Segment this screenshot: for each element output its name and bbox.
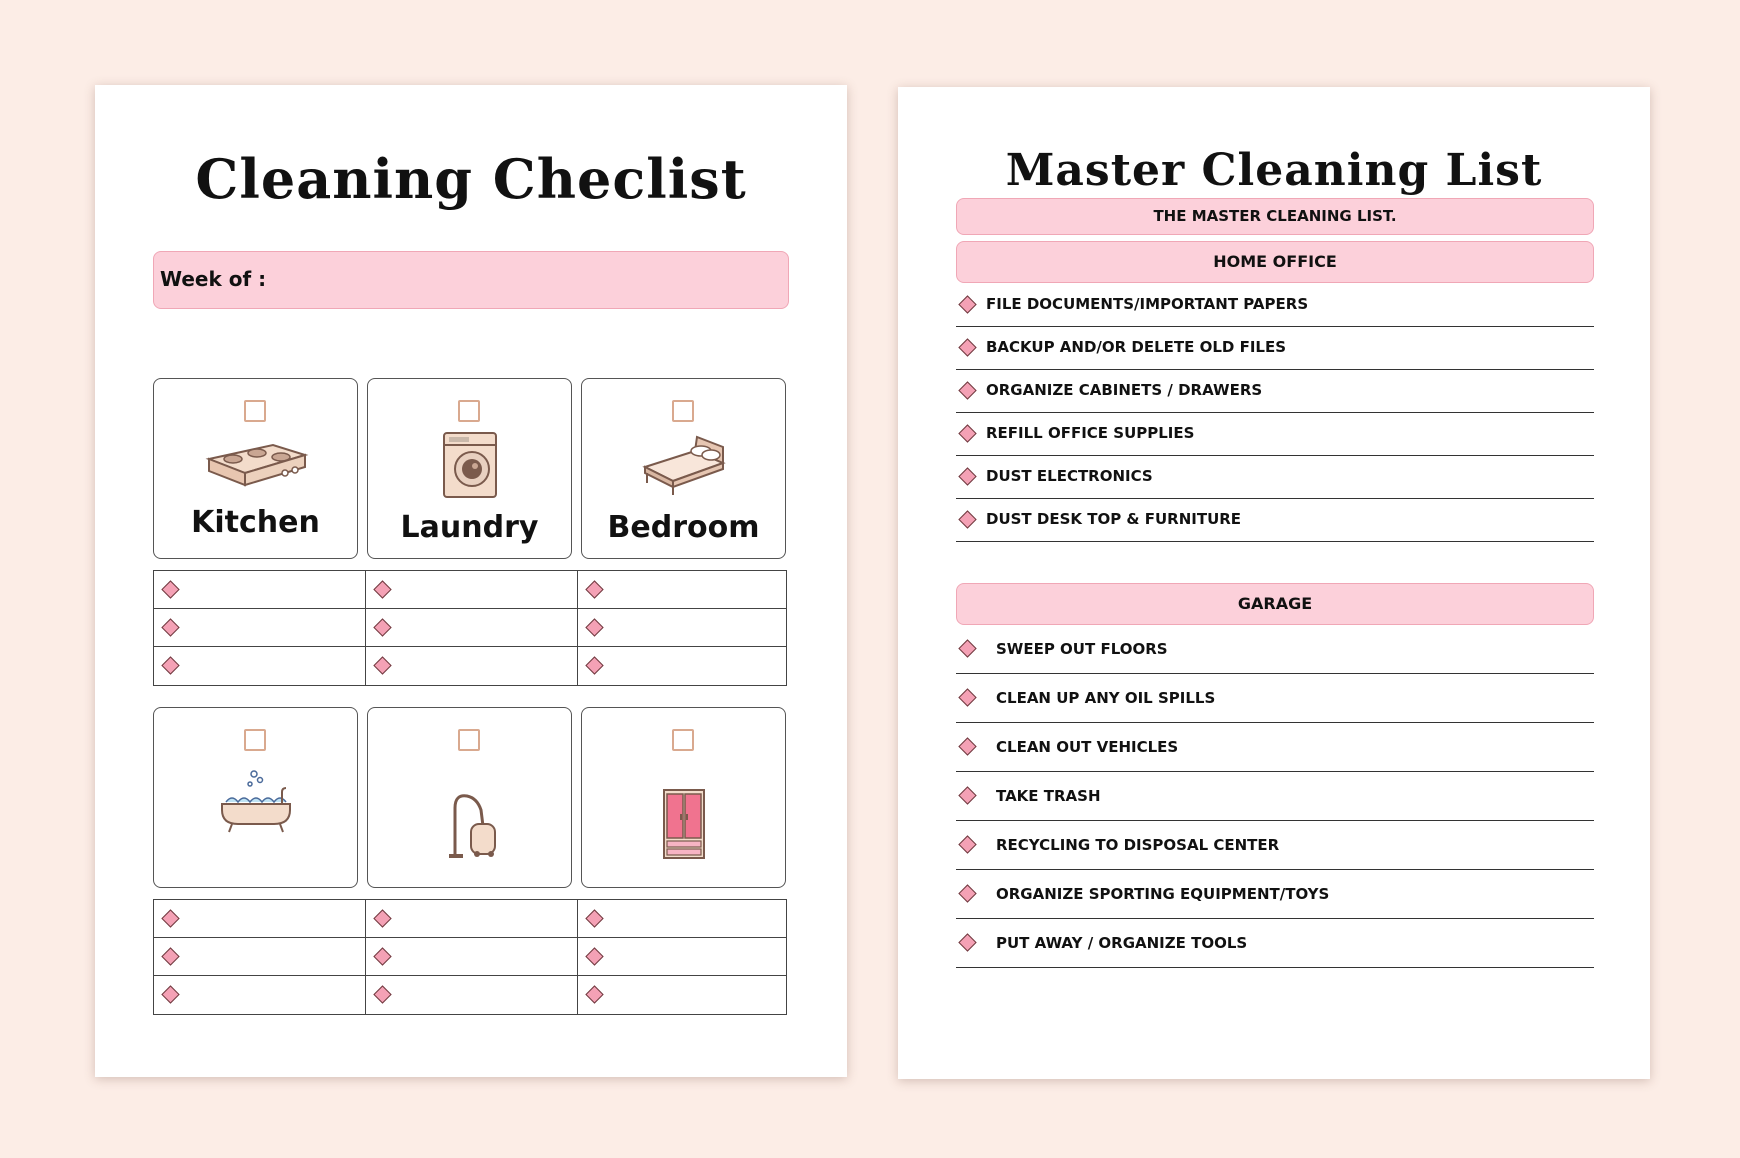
task-cell[interactable] xyxy=(366,938,578,976)
diamond-bullet-icon xyxy=(585,580,603,598)
diamond-bullet-icon xyxy=(373,656,391,674)
diamond-bullet-icon xyxy=(161,985,179,1003)
room-checkbox[interactable] xyxy=(244,400,266,422)
vacuum-cleaner-icon xyxy=(368,786,571,861)
task-cell[interactable] xyxy=(154,647,366,685)
list-item[interactable] xyxy=(956,284,1594,327)
diamond-bullet-icon xyxy=(958,467,976,485)
task-cell[interactable] xyxy=(366,976,578,1014)
section-heading-garage: GARAGE xyxy=(956,583,1594,625)
list-item-text: CLEAN UP ANY OIL SPILLS xyxy=(996,689,1216,707)
page-title: Cleaning Checlist xyxy=(195,147,747,211)
room-checkbox[interactable] xyxy=(458,729,480,751)
list-item[interactable] xyxy=(956,723,1594,772)
task-cell[interactable] xyxy=(578,900,786,938)
stove-icon xyxy=(154,429,357,504)
list-item[interactable] xyxy=(956,627,1594,674)
task-cell[interactable] xyxy=(366,571,578,609)
list-item-text: FILE DOCUMENTS/IMPORTANT PAPERS xyxy=(986,295,1309,313)
diamond-bullet-icon xyxy=(373,580,391,598)
list-item[interactable] xyxy=(956,327,1594,370)
room-card-living xyxy=(367,707,572,888)
diamond-bullet-icon xyxy=(373,947,391,965)
diamond-bullet-icon xyxy=(585,947,603,965)
diamond-bullet-icon xyxy=(161,947,179,965)
task-cell[interactable] xyxy=(154,609,366,647)
room-label: Laundry xyxy=(400,510,539,545)
list-item-text: DUST ELECTRONICS xyxy=(986,467,1153,485)
list-banner: THE MASTER CLEANING LIST. xyxy=(956,198,1594,235)
diamond-bullet-icon xyxy=(958,381,976,399)
diamond-bullet-icon xyxy=(958,933,976,951)
list-item-text: TAKE TRASH xyxy=(996,787,1101,805)
task-cell[interactable] xyxy=(154,571,366,609)
room-checkbox[interactable] xyxy=(458,400,480,422)
task-cell[interactable] xyxy=(154,900,366,938)
room-card-closet xyxy=(581,707,786,888)
list-item[interactable] xyxy=(956,499,1594,542)
diamond-bullet-icon xyxy=(585,985,603,1003)
list-item-text: ORGANIZE SPORTING EQUIPMENT/TOYS xyxy=(996,885,1330,903)
list-item-text: SWEEP OUT FLOORS xyxy=(996,640,1168,658)
list-item-text: CLEAN OUT VEHICLES xyxy=(996,738,1179,756)
diamond-bullet-icon xyxy=(373,985,391,1003)
list-item[interactable] xyxy=(956,456,1594,499)
list-item[interactable] xyxy=(956,919,1594,968)
task-cell[interactable] xyxy=(366,900,578,938)
diamond-bullet-icon xyxy=(958,786,976,804)
diamond-bullet-icon xyxy=(161,580,179,598)
bed-icon xyxy=(582,429,785,504)
list-item-text: REFILL OFFICE SUPPLIES xyxy=(986,424,1195,442)
task-cell[interactable] xyxy=(578,571,786,609)
list-item[interactable] xyxy=(956,370,1594,413)
diamond-bullet-icon xyxy=(958,737,976,755)
diamond-bullet-icon xyxy=(958,510,976,528)
diamond-bullet-icon xyxy=(958,884,976,902)
bathtub-icon xyxy=(154,766,357,841)
room-checkbox[interactable] xyxy=(672,400,694,422)
diamond-bullet-icon xyxy=(958,688,976,706)
room-checkbox[interactable] xyxy=(244,729,266,751)
task-cell[interactable] xyxy=(578,609,786,647)
list-item-text: PUT AWAY / ORGANIZE TOOLS xyxy=(996,934,1248,952)
room-label: Kitchen xyxy=(191,505,320,540)
task-cell[interactable] xyxy=(366,647,578,685)
task-cell[interactable] xyxy=(578,938,786,976)
room-label: Bedroom xyxy=(607,510,760,545)
task-grid-top xyxy=(153,570,787,686)
list-item[interactable] xyxy=(956,821,1594,870)
diamond-bullet-icon xyxy=(958,338,976,356)
diamond-bullet-icon xyxy=(585,909,603,927)
diamond-bullet-icon xyxy=(958,295,976,313)
diamond-bullet-icon xyxy=(958,835,976,853)
list-item-text: DUST DESK TOP & FURNITURE xyxy=(986,510,1242,528)
diamond-bullet-icon xyxy=(373,618,391,636)
list-item-text: RECYCLING TO DISPOSAL CENTER xyxy=(996,836,1280,854)
list-item[interactable] xyxy=(956,870,1594,919)
section-heading-home-office: HOME OFFICE xyxy=(956,241,1594,283)
task-cell[interactable] xyxy=(154,976,366,1014)
room-card-kitchen xyxy=(153,378,358,559)
list-item-text: BACKUP AND/OR DELETE OLD FILES xyxy=(986,338,1287,356)
room-card-bathroom xyxy=(153,707,358,888)
room-card-bedroom xyxy=(581,378,786,559)
diamond-bullet-icon xyxy=(161,656,179,674)
task-cell[interactable] xyxy=(578,647,786,685)
list-item[interactable] xyxy=(956,413,1594,456)
diamond-bullet-icon xyxy=(161,618,179,636)
diamond-bullet-icon xyxy=(585,618,603,636)
cleaning-checklist-page xyxy=(95,85,847,1077)
diamond-bullet-icon xyxy=(958,639,976,657)
task-cell[interactable] xyxy=(366,609,578,647)
page-title: Master Cleaning List xyxy=(1005,145,1543,196)
master-cleaning-list-page xyxy=(898,87,1650,1079)
week-of-field[interactable] xyxy=(153,251,789,309)
washing-machine-icon xyxy=(368,429,571,504)
wardrobe-icon xyxy=(582,786,785,861)
diamond-bullet-icon xyxy=(161,909,179,927)
task-cell[interactable] xyxy=(578,976,786,1014)
room-card-laundry xyxy=(367,378,572,559)
list-item-text: ORGANIZE CABINETS / DRAWERS xyxy=(986,381,1263,399)
task-grid-bottom xyxy=(153,899,787,1015)
list-item[interactable] xyxy=(956,674,1594,723)
diamond-bullet-icon xyxy=(373,909,391,927)
week-of-label: Week of : xyxy=(160,267,267,291)
room-checkbox[interactable] xyxy=(672,729,694,751)
diamond-bullet-icon xyxy=(585,656,603,674)
diamond-bullet-icon xyxy=(958,424,976,442)
task-cell[interactable] xyxy=(154,938,366,976)
list-item[interactable] xyxy=(956,772,1594,821)
